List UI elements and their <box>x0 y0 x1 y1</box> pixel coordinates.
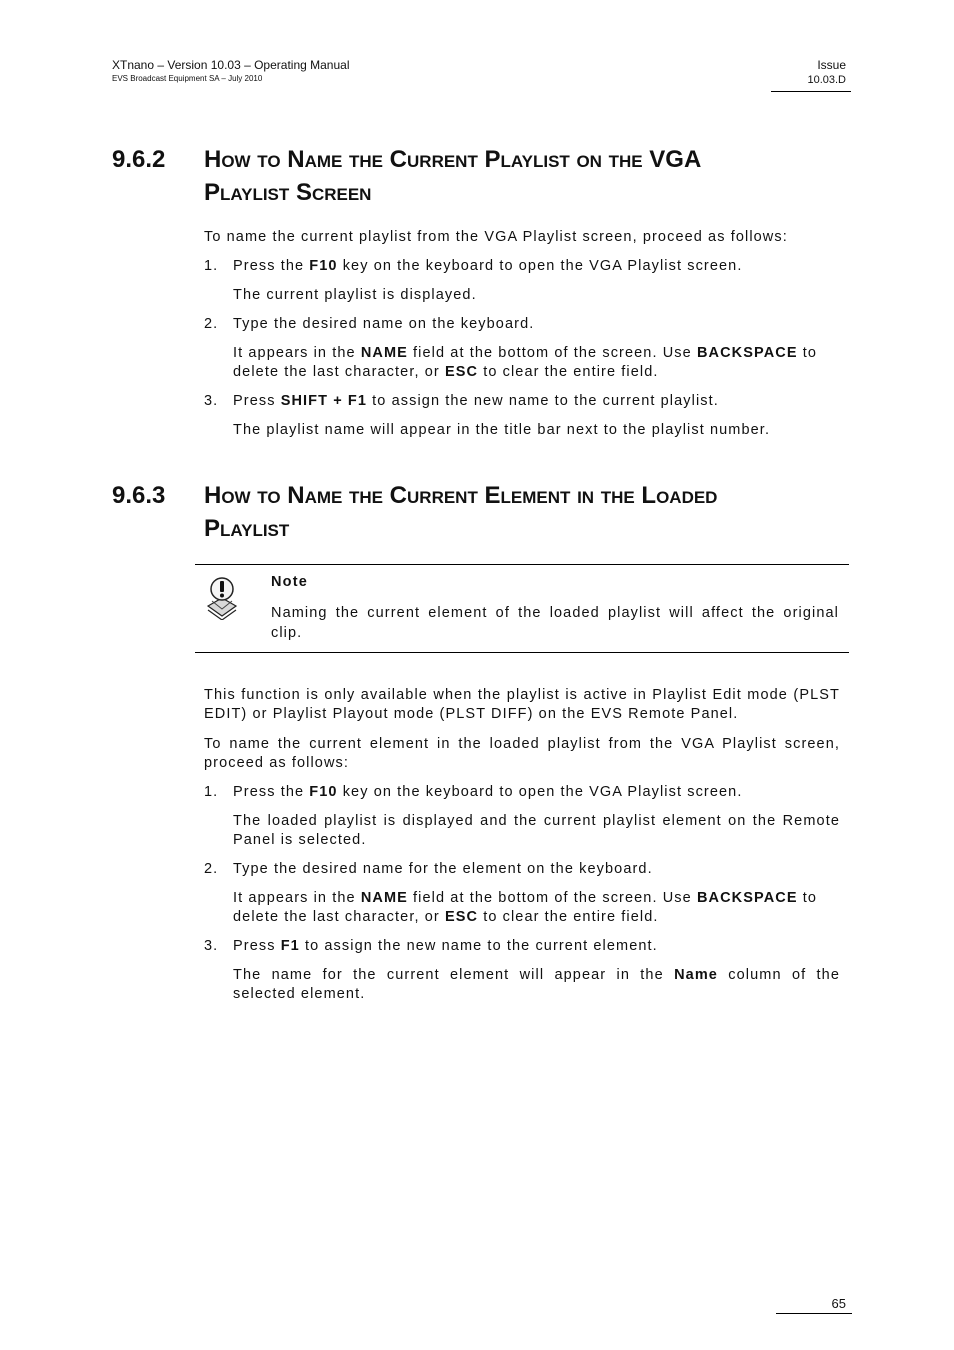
paragraph-intro: To name the current element in the loaded playlist from the VGA Playlist screen, proceed as follows: <box>204 736 840 771</box>
issue-block <box>807 58 846 88</box>
step-2-result-cont: delete the last character, or ESC to clear the entire field. <box>233 909 659 925</box>
step-text: Type the desired name for the element on the keyboard. <box>233 861 653 877</box>
publisher-line: EVS Broadcast Equipment SA – July 2010 <box>112 74 263 83</box>
issue-label: Issue <box>817 58 846 72</box>
section-title-line1: How to Name the Current Playlist on the VGA <box>204 146 702 173</box>
step-number: 2. <box>204 861 219 877</box>
key-name: SHIFT + F1 <box>280 393 368 409</box>
step-number: 1. <box>204 784 219 800</box>
issue-version: 10.03.D <box>807 74 846 86</box>
step-number: 3. <box>204 393 219 409</box>
step-2-result: It appears in the NAME field at the bottom of the screen. Use BACKSPACE to <box>233 890 818 906</box>
step-text: Press the F10 key on the keyboard to open the VGA Playlist screen. <box>233 784 743 800</box>
key-name: F10 <box>309 258 338 274</box>
key-name: F1 <box>280 938 300 954</box>
step-number: 1. <box>204 258 219 274</box>
key-name: ESC <box>444 909 479 925</box>
key-name: BACKSPACE <box>696 890 798 906</box>
header-rule <box>771 91 851 92</box>
key-name: F10 <box>309 784 338 800</box>
intro-text: To name the current playlist from the VGA Playlist screen, proceed as follows: <box>204 229 788 245</box>
paragraph-availability: This function is only available when the playlist is active in Playlist Edit mode (PLST EDIT) or Playlist Playout mode (PLST DIFF) on the EVS Remote Panel. <box>204 687 840 722</box>
section-number: 9.6.3 <box>112 482 166 509</box>
step-1-result: The loaded playlist is displayed and the current playlist element on the Remote Panel is selected. <box>233 813 840 848</box>
footer-rule <box>776 1313 852 1314</box>
section-number: 9.6.2 <box>112 146 166 173</box>
step-text: Type the desired name on the keyboard. <box>233 316 535 332</box>
step-3-result: The playlist name will appear in the title bar next to the playlist number. <box>233 422 771 438</box>
section-title-line1: How to Name the Current Element in the Loaded <box>204 482 718 509</box>
section-title-line2: Playlist Screen <box>204 179 372 206</box>
note-warning-icon <box>204 576 240 620</box>
column-name: Name <box>674 967 718 983</box>
key-name: BACKSPACE <box>696 345 798 361</box>
step-text: Press F1 to assign the new name to the current element. <box>233 938 658 954</box>
note-bottom-rule <box>195 652 849 653</box>
step-text: Press the F10 key on the keyboard to open the VGA Playlist screen. <box>233 258 743 274</box>
step-3-result: The name for the current element will appear in the Name column of the selected element. <box>233 967 841 1002</box>
key-name: ESC <box>444 364 479 380</box>
running-header <box>112 58 350 84</box>
note-title: Note <box>271 574 309 590</box>
key-name: NAME <box>360 345 408 361</box>
step-2-result: It appears in the NAME field at the bottom of the screen. Use BACKSPACE to <box>233 345 818 361</box>
note-top-rule <box>195 564 849 565</box>
section-title-line2: Playlist <box>204 515 290 542</box>
note-text: Naming the current element of the loaded playlist will affect the original clip. <box>271 605 839 641</box>
step-number: 3. <box>204 938 219 954</box>
step-text: Press SHIFT + F1 to assign the new name to the current playlist. <box>233 393 719 409</box>
step-2-result-cont: delete the last character, or ESC to clear the entire field. <box>233 364 659 380</box>
step-number: 2. <box>204 316 219 332</box>
page-number: 65 <box>831 1296 846 1311</box>
manual-title: XTnano – Version 10.03 – Operating Manual <box>112 58 350 72</box>
step-1-result: The current playlist is displayed. <box>233 287 477 303</box>
key-name: NAME <box>360 890 408 906</box>
